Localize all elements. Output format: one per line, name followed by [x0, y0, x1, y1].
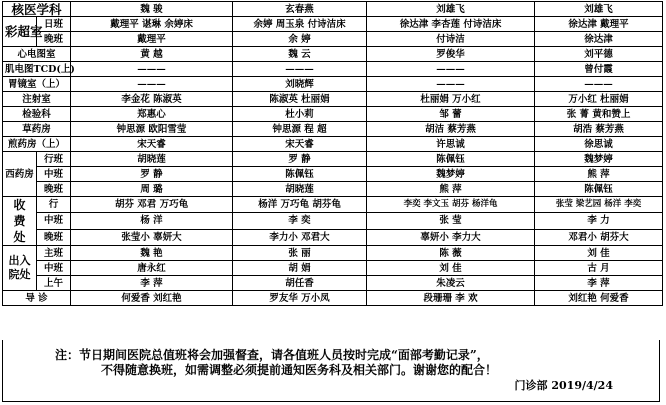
duty-cell: 胡芬 邓君 万巧龟 [71, 197, 233, 213]
dept-label-vertical: 收费处 [13, 198, 26, 244]
duty-cell: 陈 薇 [367, 246, 535, 261]
duty-cell: ——— [233, 62, 367, 77]
shift-label: 中班 [37, 261, 71, 276]
table-row [3, 107, 663, 122]
duty-cell: 付诗洁 [367, 32, 535, 47]
duty-cell: ——— [535, 77, 663, 92]
duty-cell: 戴理平 [71, 32, 233, 47]
duty-cell: 魏 艳 [71, 246, 233, 261]
duty-cell: 熊 萍 [535, 167, 663, 182]
duty-cell: 罗俊华 [367, 47, 535, 62]
duty-cell: 万小红 杜丽娟 [535, 92, 663, 107]
duty-cell: 戴理平 谌琳 余婷床 [71, 17, 233, 32]
notice-line-1: 注：节日期间医院总值班将会加强督查，请各值班人员按时完成“面部考勤记录”， [55, 348, 489, 362]
duty-cell: 徐达津 李杏莲 付诗洁床 [367, 17, 535, 32]
table-row [3, 32, 663, 47]
dept-label: 注射室 [3, 92, 71, 107]
dept-label: 西药房 [3, 152, 37, 197]
duty-cell: ——— [71, 77, 233, 92]
duty-cell: 刘红艳 何爱香 [535, 291, 663, 306]
dept-label [3, 197, 37, 246]
duty-cell: 魏梦婷 [367, 167, 535, 182]
duty-cell: 段珊珊 李 欢 [367, 291, 535, 306]
dept-label: 心电图室 [3, 47, 71, 62]
duty-cell: 许思诚 [367, 137, 535, 152]
shift-label: 上午 [37, 276, 71, 291]
dept-label: 出入院处 [3, 246, 37, 291]
duty-cell: 杨洋 万巧龟 胡芬龟 [233, 197, 367, 213]
notice-box [2, 340, 660, 402]
dept-label: 煎药房（上） [3, 137, 71, 152]
duty-cell: 余 婷 [233, 32, 367, 47]
duty-cell: 唐永红 [71, 261, 233, 276]
shift-label: 中班 [37, 213, 71, 229]
duty-cell: 杨 洋 [71, 213, 233, 229]
duty-cell: 杜丽娟 万小红 [367, 92, 535, 107]
shift-label: 日班 [37, 17, 71, 32]
shift-label: 中班 [37, 167, 71, 182]
duty-cell: 朱凌云 [367, 276, 535, 291]
duty-cell: 曾付霞 [535, 62, 663, 77]
duty-cell: 徐达津 [535, 32, 663, 47]
duty-cell: 陈佩钰 [367, 152, 535, 167]
duty-cell: 杜小莉 [233, 107, 367, 122]
shift-label: 主班 [37, 246, 71, 261]
shift-label: 行班 [37, 152, 71, 167]
table-row [3, 122, 663, 137]
duty-cell: 张莹 梁艺园 杨洋 李奕 [535, 197, 663, 213]
duty-cell: 玄春燕 [233, 2, 367, 17]
dept-label: 导 诊 [3, 291, 71, 306]
duty-cell: 李力小 邓君大 [233, 229, 367, 245]
table-row [3, 137, 663, 152]
duty-cell: 魏 云 [233, 47, 367, 62]
duty-cell: 李 萍 [71, 276, 233, 291]
table-row [3, 261, 663, 276]
duty-cell: 李 萍 [535, 276, 663, 291]
duty-cell: 古 月 [535, 261, 663, 276]
dept-label: 草药房 [3, 122, 71, 137]
table-row [3, 47, 663, 62]
duty-cell: 胡晓莲 [233, 182, 367, 197]
duty-cell: 辜妍小 李力大 [367, 229, 535, 245]
duty-cell: 李金花 陈淑英 [71, 92, 233, 107]
shift-label: 晚班 [37, 32, 71, 47]
notice-line-2: 不得随意换班，如需调整必须提前通知医务科及相关部门。谢谢您的配合！ [101, 363, 498, 377]
duty-cell: 罗 静 [233, 152, 367, 167]
dept-label: 彩超室 [3, 17, 37, 47]
duty-cell: 钟思源 程 超 [233, 122, 367, 137]
dept-label: 肌电图TCD(上) [3, 62, 71, 77]
table-row [3, 276, 663, 291]
duty-cell: ——— [367, 62, 535, 77]
notice-signature: 门诊部 2019/4/24 [514, 379, 613, 392]
duty-cell: 何爱香 刘红艳 [71, 291, 233, 306]
duty-cell: 徐思诚 [535, 137, 663, 152]
duty-cell: 刘 佳 [367, 261, 535, 276]
duty-cell: 陈佩钰 [233, 167, 367, 182]
duty-cell: 刘平德 [535, 47, 663, 62]
dept-label: 胃镜室（上） [3, 77, 71, 92]
duty-cell: 张莹小 辜妍大 [71, 229, 233, 245]
dept-label: 检验科 [3, 107, 71, 122]
duty-schedule-table [2, 1, 663, 306]
duty-cell: 宋天睿 [233, 137, 367, 152]
duty-cell: ——— [367, 77, 535, 92]
table-row [3, 2, 663, 17]
duty-cell: 邹 蕾 [367, 107, 535, 122]
table-row [3, 17, 663, 32]
duty-cell: 陈佩钰 [535, 182, 663, 197]
duty-cell: 张 丽 [233, 246, 367, 261]
duty-cell: 熊 萍 [367, 182, 535, 197]
duty-cell: 黄 越 [71, 47, 233, 62]
duty-cell: 李奕 李文玉 胡芬 杨洋龟 [367, 197, 535, 213]
duty-cell: 李 力 [535, 213, 663, 229]
duty-cell: 徐达津 戴理平 [535, 17, 663, 32]
duty-cell: 胡洁 蔡芳燕 [367, 122, 535, 137]
duty-cell: 陈淑英 杜丽娟 [233, 92, 367, 107]
dept-label: 核医学科 [3, 2, 71, 17]
table-row [3, 291, 663, 306]
duty-cell: 刘雄飞 [367, 2, 535, 17]
duty-cell: 胡任香 [233, 276, 367, 291]
duty-cell: 魏 骏 [71, 2, 233, 17]
table-row [3, 152, 663, 167]
duty-cell: 魏梦婷 [535, 152, 663, 167]
duty-cell: 罗友华 万小凤 [233, 291, 367, 306]
shift-label: 晚班 [37, 182, 71, 197]
duty-cell: 郑惠心 [71, 107, 233, 122]
table-row [3, 62, 663, 77]
table-row [3, 77, 663, 92]
shift-label: 晚班 [37, 229, 71, 245]
table-row [3, 213, 663, 229]
duty-cell: 余婷 周玉泉 付诗洁床 [233, 17, 367, 32]
duty-cell: 刘雄飞 [535, 2, 663, 17]
duty-cell: 刘 佳 [535, 246, 663, 261]
shift-label: 行 [37, 197, 71, 213]
duty-cell: 宋天睿 [71, 137, 233, 152]
table-row [3, 167, 663, 182]
duty-cell: 周 璐 [71, 182, 233, 197]
table-row [3, 92, 663, 107]
duty-cell: 胡浩 蔡芳燕 [535, 122, 663, 137]
duty-cell: 张 菁 黄和赞上 [535, 107, 663, 122]
duty-cell: 李 奕 [233, 213, 367, 229]
table-row [3, 197, 663, 213]
duty-cell: 钟思源 欧阳雪莹 [71, 122, 233, 137]
duty-cell: ——— [71, 62, 233, 77]
table-row [3, 182, 663, 197]
duty-cell: 罗 静 [71, 167, 233, 182]
table-row [3, 229, 663, 245]
duty-cell: 邓君小 胡芬大 [535, 229, 663, 245]
duty-cell: 刘晓辉 [233, 77, 367, 92]
duty-cell: 胡 娟 [233, 261, 367, 276]
table-row [3, 246, 663, 261]
duty-cell: 胡晓莲 [71, 152, 233, 167]
duty-cell: 张 莹 [367, 213, 535, 229]
